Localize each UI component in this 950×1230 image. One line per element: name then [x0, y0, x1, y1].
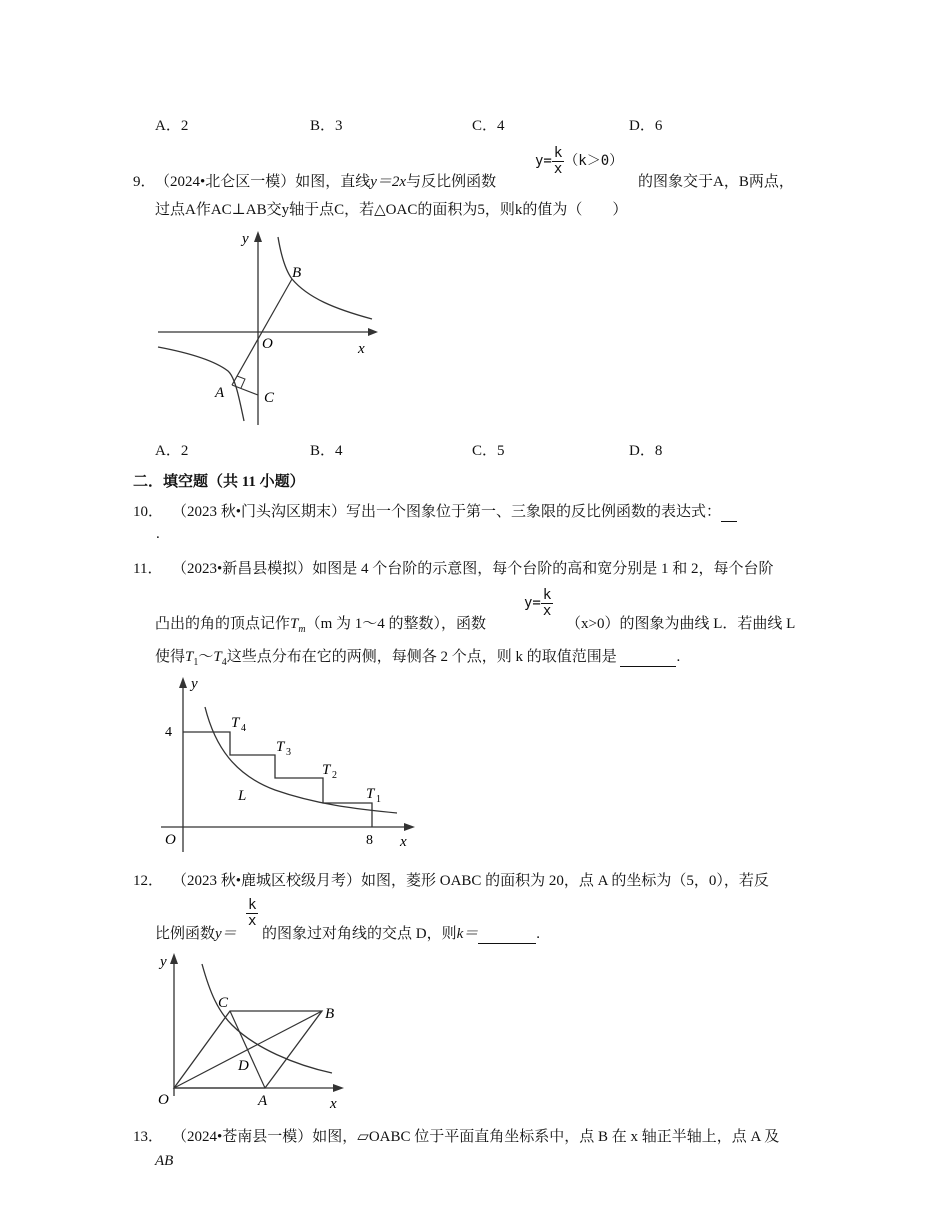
- q11-fig-o-label: O: [165, 832, 176, 848]
- q12-fraction-wrap: [246, 898, 258, 928]
- q13-line1b: OABC 位于平面直角坐标系中，点 B 在 x 轴正半轴上，点 A 及: [368, 1129, 780, 1145]
- q11-fig-t4: T: [231, 715, 240, 731]
- q11-t4: T: [213, 649, 222, 665]
- q13-line1: [172, 1125, 779, 1146]
- q9-func-prefix: y=: [535, 153, 552, 170]
- q12-fig-c-label: C: [218, 995, 229, 1011]
- q12-fig-y-label: y: [160, 954, 167, 970]
- q11-tm-sub: m: [298, 624, 306, 635]
- q11-line2a: 凸出的角的顶点记作: [155, 616, 291, 632]
- q10-answer-blank[interactable]: [721, 504, 737, 522]
- q12-figure: [150, 948, 355, 1116]
- q9-func-den: x: [553, 160, 563, 177]
- q9-line1: [155, 170, 496, 191]
- q12-func-den: x: [248, 912, 257, 929]
- q11-tm: T: [290, 616, 299, 632]
- q9-option-a[interactable]: A．2: [155, 443, 189, 459]
- q11-func-prefix: y=: [524, 595, 541, 612]
- q9-fig-x-label: x: [358, 341, 365, 357]
- q11-fig-t4-sub: 4: [241, 723, 246, 734]
- q9-fig-c-label: C: [264, 390, 275, 406]
- q11-fig-t1-sub: 1: [376, 794, 381, 805]
- q12-answer-blank[interactable]: [478, 926, 536, 944]
- q12-line2a: 比例函数: [155, 926, 216, 942]
- q11-fig-l-label: L: [238, 788, 247, 804]
- q12-func-num: k: [248, 897, 257, 913]
- q9-fig-y-label: y: [242, 231, 249, 247]
- q9-tail: 的图象交于A，B两点，: [638, 174, 794, 190]
- q11-line2b: （m 为 1～4 的整数），函数: [305, 616, 487, 632]
- q11-fig-four-label: 4: [165, 725, 172, 740]
- q8-option-d[interactable]: D．6: [629, 118, 663, 134]
- q12-line2b: 的图象过对角线的交点 D，则: [262, 926, 457, 942]
- q12-line2-tail: [262, 922, 540, 944]
- q9-mid: 与反比例函数: [406, 174, 497, 190]
- q12-func-fraction: [246, 898, 258, 928]
- q9-option-d[interactable]: D．8: [629, 443, 663, 459]
- q9-fig-b-label: B: [292, 265, 302, 281]
- q9-fig-a-label: A: [215, 385, 225, 401]
- q12-fig-b-label: B: [325, 1006, 335, 1022]
- q11-line1: （2023•新昌县模拟）如图是 4 个台阶的示意图，每个台阶的高和宽分别是 1 和 2，每个台阶: [172, 561, 774, 577]
- q11-func-fraction: [541, 588, 553, 618]
- q11-func-num: k: [542, 587, 552, 603]
- q9-func-num: k: [553, 145, 563, 161]
- q11-line3: [155, 645, 680, 668]
- q11-fig-t2-sub: 2: [332, 770, 337, 781]
- q10-text-body: （2023 秋•门头沟区期末）写出一个图象位于第一、三象限的反比例函数的表达式：: [172, 504, 722, 520]
- q13-line1a: （2024•苍南县一模）如图，: [172, 1129, 358, 1145]
- q12-number: 12．: [133, 873, 164, 889]
- q11-function: [524, 588, 553, 618]
- q12-line2: [155, 922, 237, 943]
- q11-number: 11．: [133, 561, 163, 577]
- q10-end: .: [156, 526, 160, 542]
- q12-fig-o-label: O: [158, 1092, 169, 1108]
- q8-option-a[interactable]: A．2: [155, 118, 189, 134]
- q11-fig-t1: T: [366, 786, 375, 802]
- q11-fig-eight-label: 8: [366, 833, 373, 848]
- q9-fig-o-label: O: [262, 336, 273, 352]
- q9-source: （2024•北仑区一模）如图，直线: [155, 174, 371, 190]
- q12-line2-k: k＝: [456, 926, 479, 942]
- q9-line2: 过点A作AC⊥AB交y轴于点C，若△OAC的面积为5，则k的值为（ ）: [155, 202, 628, 218]
- q9-option-b[interactable]: B．4: [310, 443, 343, 459]
- q11-fig-y-label: y: [191, 676, 198, 692]
- q11-line3a: 使得: [155, 649, 186, 665]
- q9-func-fraction: [552, 146, 564, 176]
- q9-number: 9．: [133, 174, 156, 190]
- q11-figure: [155, 672, 425, 857]
- q8-option-c[interactable]: C．4: [472, 118, 505, 134]
- q11-fig-x-label: x: [400, 834, 407, 850]
- q11-fig-t2: T: [322, 762, 331, 778]
- q9-function: [535, 146, 623, 176]
- q10-number: 10．: [133, 504, 164, 520]
- q12-line2-end: .: [536, 926, 541, 942]
- section-heading: 二．填空题（共 11 小题）: [133, 474, 305, 490]
- q9-option-c[interactable]: C．5: [472, 443, 505, 459]
- q11-t4-sub: 4: [221, 657, 227, 668]
- q11-line3-end: .: [676, 649, 681, 665]
- q12-fig-a-label: A: [258, 1093, 268, 1109]
- q11-t1-sub: 1: [193, 657, 199, 668]
- q13-number: 13．: [133, 1129, 164, 1145]
- q11-line2c: （x>0）的图象为曲线 L．若曲线 L: [566, 616, 796, 632]
- parallelogram-symbol: ▱: [357, 1129, 369, 1145]
- q12-line2-eq: y＝: [215, 926, 237, 942]
- q11-tilde: ～: [198, 649, 214, 665]
- q10-text: [172, 500, 737, 522]
- q11-fig-t3: T: [276, 739, 285, 755]
- q9-eq: y＝2x: [370, 174, 407, 190]
- q8-option-b[interactable]: B．3: [310, 118, 343, 134]
- q11-line2: [155, 612, 486, 635]
- q9-figure: [150, 225, 390, 430]
- q9-func-cond: （k＞0）: [564, 153, 624, 169]
- q11-func-den: x: [542, 602, 552, 619]
- q11-line3b: 这些点分布在它的两侧，每侧各 2 个点，则 k 的取值范围是: [226, 649, 617, 665]
- q12-fig-d-label: D: [238, 1058, 249, 1074]
- q11-fig-t3-sub: 3: [286, 747, 291, 758]
- q12-fig-x-label: x: [330, 1096, 337, 1112]
- q11-t1: T: [185, 649, 194, 665]
- q12-line1: （2023 秋•鹿城区校级月考）如图，菱形 OABC 的面积为 20，点 A 的坐标为（5，0），若反: [172, 873, 769, 889]
- q11-answer-blank[interactable]: [620, 649, 676, 667]
- q13-line2: AB: [155, 1153, 174, 1169]
